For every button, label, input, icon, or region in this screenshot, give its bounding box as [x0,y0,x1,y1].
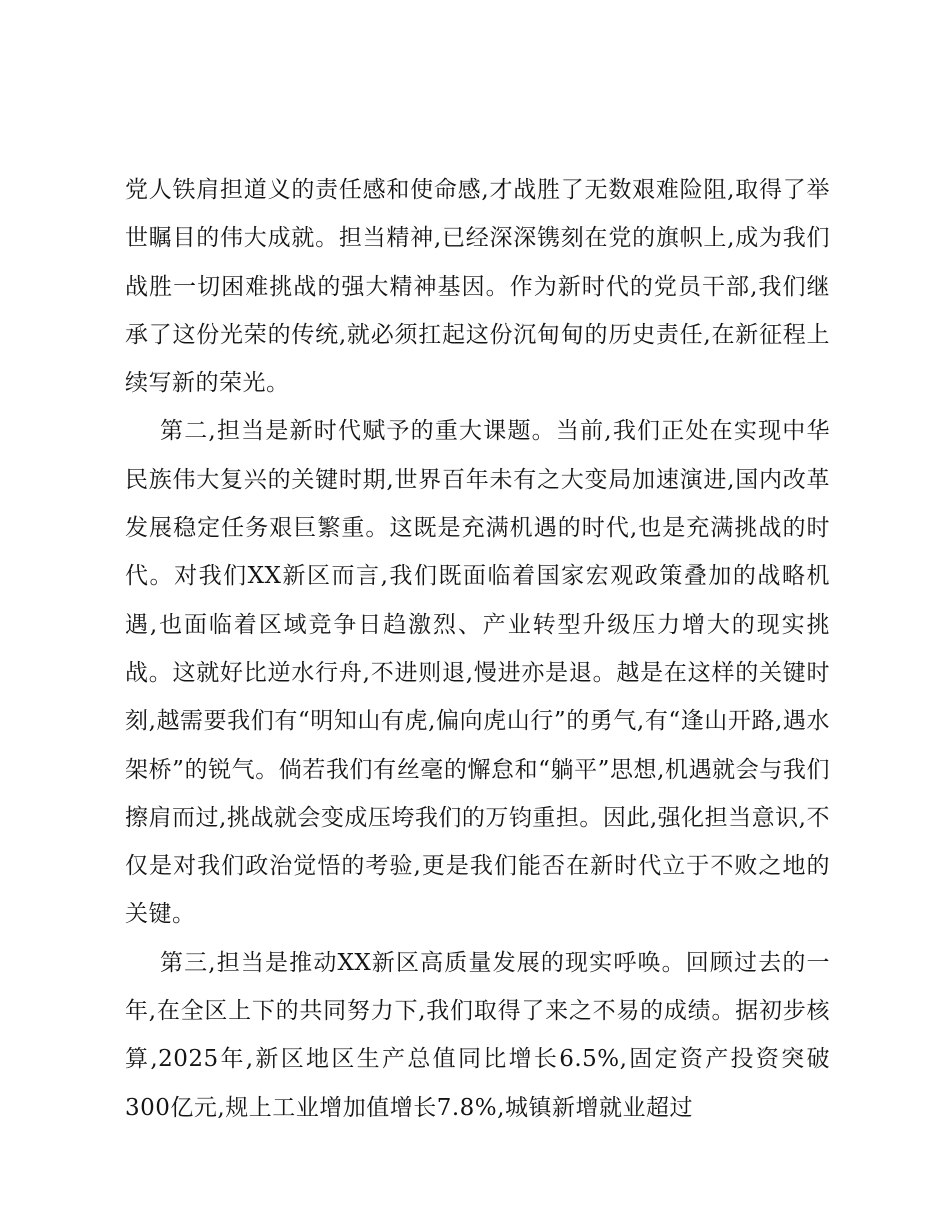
document-body [125,166,830,1132]
paragraph-3: 第三,担当是推动XX新区高质量发展的现实呼唤。回顾过去的一年,在全区上下的共同努力下,我们取得了来之不易的成绩。据初步核算,2025年,新区地区生产总值同比增长6.5%,固定资产投资突破300亿元,规上工业增加值增长7.8%,城镇新增就业超过 [125,949,830,1121]
paragraph-1: 党人铁肩担道义的责任感和使命感,才战胜了无数艰难险阻,取得了举世瞩目的伟大成就。担当精神,已经深深镌刻在党的旗帜上,成为我们战胜一切困难挑战的强大精神基因。作为新时代的党员干部,我们继承了这份光荣的传统,就必须扛起这份沉甸甸的历史责任,在新征程上续写新的荣光。 [125,177,830,397]
paragraph-2: 第二,担当是新时代赋予的重大课题。当前,我们正处在实现中华民族伟大复兴的关键时期,世界百年未有之大变局加速演进,国内改革发展稳定任务艰巨繁重。这既是充满机遇的时代,也是充满挑战的时代。对我们XX新区而言,我们既面临着国家宏观政策叠加的战略机遇,也面临着区域竞争日趋激烈、产业转型升级压力增大的现实挑战。这就好比逆水行舟,不进则退,慢进亦是退。越是在这样的关键时刻,越需要我们有“明知山有虎,偏向虎山行”的勇气,有“逢山开路,遇水架桥”的锐气。倘若我们有丝毫的懈怠和“躺平”思想,机遇就会与我们擦肩而过,挑战就会变成压垮我们的万钧重担。因此,强化担当意识,不仅是对我们政治觉悟的考验,更是我们能否在新时代立于不败之地的关键。 [125,418,830,928]
